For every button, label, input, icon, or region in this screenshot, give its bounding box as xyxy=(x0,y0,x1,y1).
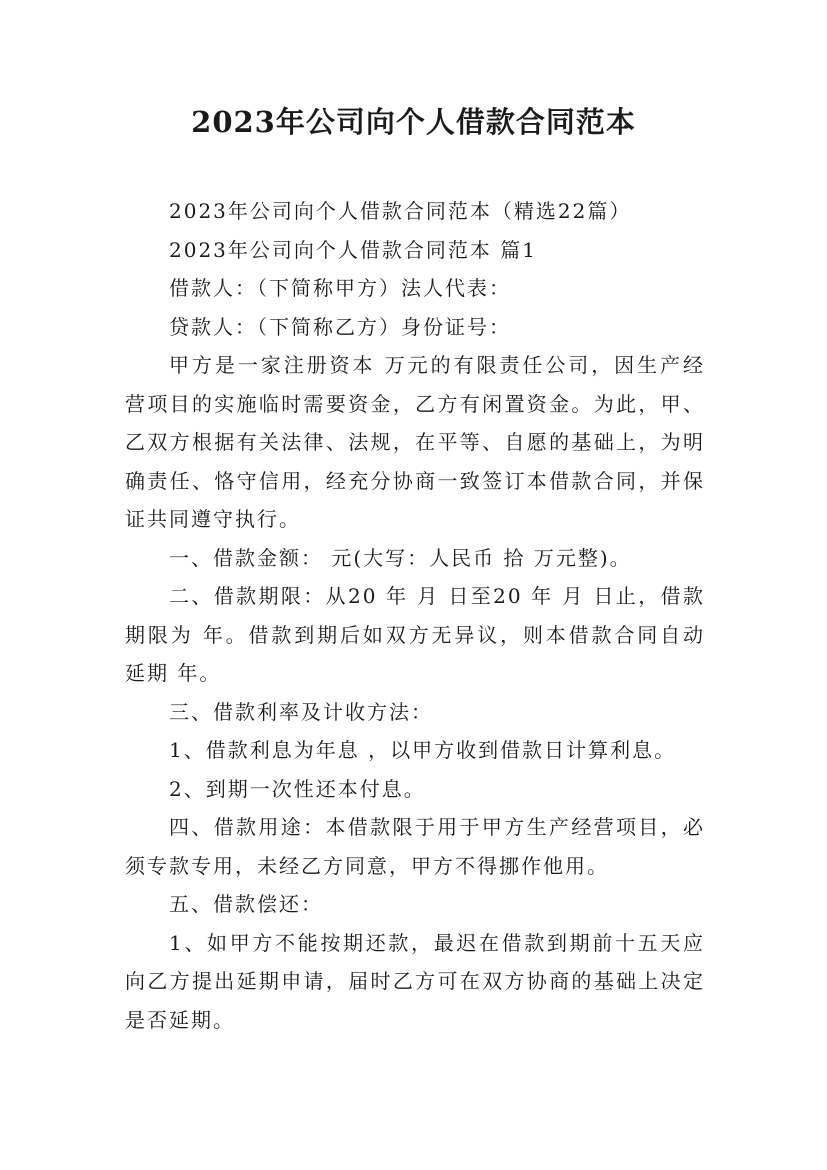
paragraph-section-heading: 2023年公司向个人借款合同范本 篇1 xyxy=(169,237,537,262)
paragraph-lender: 贷款人：（下简称乙方）身份证号： xyxy=(169,314,511,339)
paragraph-clause-amount: 一、借款金额： 元(大写：人民币 拾 万元整)。 xyxy=(169,545,632,570)
paragraph-interest-item-1: 1、借款利息为年息 ，以甲方收到借款日计算利息。 xyxy=(169,738,677,762)
paragraph-interest-item-2: 2、到期一次性还本付息。 xyxy=(169,776,426,801)
paragraph-repayment-item-1: 1、如甲方不能按期还款，最迟在借款到期前十五天应向乙方提出延期申请，届时乙方可在双方协商的基础上决定是否延期。 xyxy=(125,930,705,1032)
document-body xyxy=(125,192,705,1039)
paragraph-clause-interest: 三、借款利率及计收方法： xyxy=(169,699,433,724)
paragraph-preamble: 甲方是一家注册资本 万元的有限责任公司，因生产经营项目的实施临时需要资金，乙方有闲置资金。为此，甲、乙双方根据有关法律、法规，在平等、自愿的基础上，为明确责任、恪守信用，经充分协商一致签订本借款合同，并保证共同遵守执行。 xyxy=(125,353,705,531)
document-title: 2023年公司向个人借款合同范本 xyxy=(191,105,636,139)
paragraph-clause-term: 二、借款期限：从20 年 月 日至20 年 月 日止，借款期限为 年。借款到期后如双方无异议，则本借款合同自动延期 年。 xyxy=(125,584,705,685)
paragraph-clause-repayment: 五、借款偿还： xyxy=(169,892,323,916)
paragraph-clause-purpose: 四、借款用途：本借款限于用于甲方生产经营项目，必须专款专用，未经乙方同意，甲方不得挪作他用。 xyxy=(125,815,705,878)
paragraph-subtitle: 2023年公司向个人借款合同范本（精选22篇） xyxy=(169,199,632,223)
paragraph-borrower: 借款人：（下简称甲方）法人代表： xyxy=(169,276,511,300)
